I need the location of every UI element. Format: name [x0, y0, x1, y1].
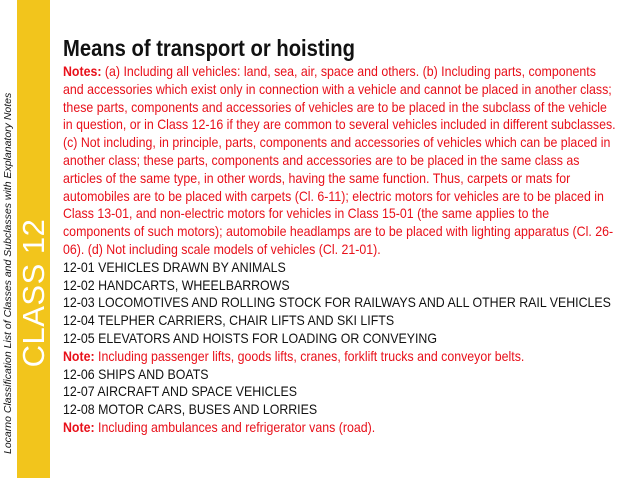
subclass-item: 12-04 TELPHER CARRIERS, CHAIR LIFTS AND SKI LIFTS — [63, 313, 395, 329]
subclass-item: 12-01 VEHICLES DRAWN BY ANIMALS — [63, 259, 286, 275]
subclass-item: 12-07 AIRCRAFT AND SPACE VEHICLES — [63, 384, 297, 400]
classification-caption: Locarno Classification List of Classes and Subclasses with Explanatory Notes — [2, 92, 14, 454]
notes-line: articles of the same type, in other words, having the same function. Thus, carpets or mats for — [63, 170, 571, 186]
note-text: Including passenger lifts, goods lifts, cranes, forklift trucks and conveyor belts. — [94, 348, 525, 364]
notes-line: Class 13-01, and non-electric motors for vehicles in Class 15-01 (the same applies to the — [63, 206, 550, 222]
note-text: Including ambulances and refrigerator vans (road). — [94, 419, 376, 435]
note-label: Note: — [63, 348, 95, 364]
notes-line: (c) Not including, in principle, parts, components and accessories of vehicles which can be placed in — [63, 135, 611, 151]
notes-line: and accessories which exist only in connection with a vehicle and cannot be placed in another class; — [63, 81, 612, 97]
notes-line: components of such motors); automobile headlamps are to be placed with lighting apparatus (Cl. 26- — [63, 224, 614, 240]
text-lines — [63, 63, 631, 437]
vertical-caption — [0, 0, 16, 478]
note-label: Note: — [63, 419, 95, 435]
subclass-item: 12-08 MOTOR CARS, BUSES AND LORRIES — [63, 402, 318, 418]
subclass-item: 12-05 ELEVATORS AND HOISTS FOR LOADING OR CONVEYING — [63, 330, 437, 346]
page-title: Means of transport or hoisting — [63, 35, 355, 61]
notes-label: Notes: — [63, 64, 102, 79]
notes-line: 06). (d) Not including scale models of vehicles (Cl. 21-01). — [63, 241, 381, 257]
notes-line: these parts, components and accessories of vehicles are to be placed in the subclass of the vehicle — [63, 99, 607, 115]
class-label: CLASS 12 — [15, 218, 51, 368]
class-band — [17, 0, 50, 478]
main-content — [63, 36, 631, 437]
subclass-item: 12-06 SHIPS AND BOATS — [63, 366, 209, 382]
notes-text: (a) Including all vehicles: land, sea, air, space and others. (b) Including parts, components — [101, 64, 596, 79]
notes-line: automobiles are to be placed with carpets (Cl. 6-11); electric motors for vehicles are to be placed in — [63, 188, 604, 204]
subclass-item: 12-03 LOCOMOTIVES AND ROLLING STOCK FOR RAILWAYS AND ALL OTHER RAIL VEHICLES — [63, 295, 611, 311]
subclass-note — [63, 419, 627, 437]
subclass-item: 12-02 HANDCARTS, WHEELBARROWS — [63, 277, 290, 293]
subclass-note — [63, 348, 627, 366]
notes-line: another class; these parts, components and accessories are to be placed in the same class as — [63, 152, 580, 168]
notes-line — [63, 63, 627, 81]
notes-line: in question, or in Class 12-16 if they are common to several vehicles included in different subclasses. — [63, 117, 616, 133]
